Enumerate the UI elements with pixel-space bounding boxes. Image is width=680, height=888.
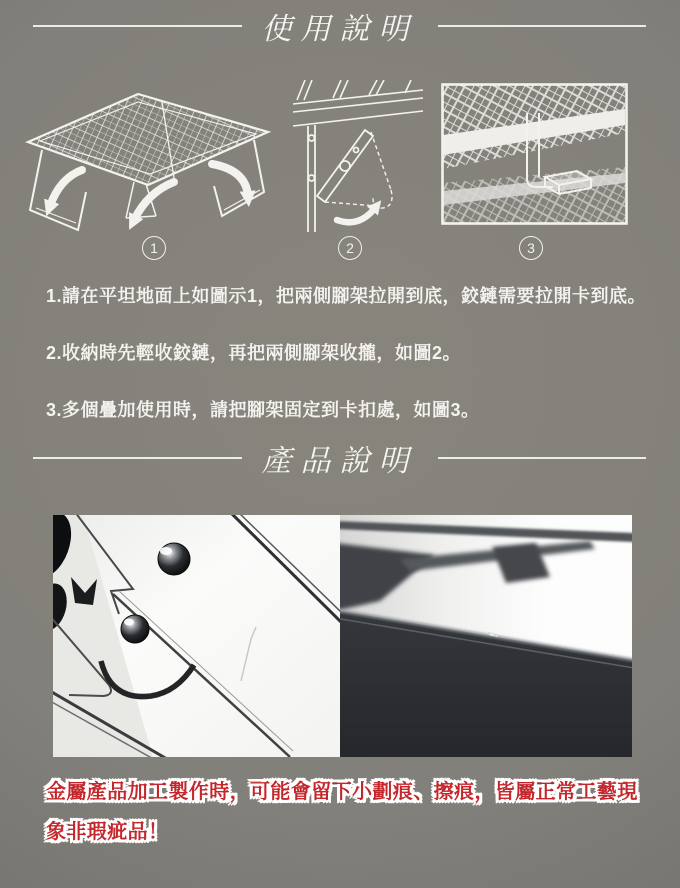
instruction-step-2: 2.收納時先輕收鉸鏈，再把兩側腳架收攏，如圖2。 xyxy=(46,343,462,363)
photo-frame-bar-closeup xyxy=(340,515,632,757)
photo-hinge-plate-closeup xyxy=(53,515,340,757)
figure-stack-latch-diagram xyxy=(441,83,628,225)
usage-instructions xyxy=(46,282,646,453)
usage-section-title: 使用說明 xyxy=(261,13,418,46)
figure1-number-badge: 1 xyxy=(142,236,166,260)
product-section-heading xyxy=(33,436,646,480)
heading-right-rule xyxy=(438,457,647,459)
heading-left-rule xyxy=(33,25,242,27)
heading-left-rule xyxy=(33,457,242,459)
scratch-disclaimer-text: 金屬產品加工製作時，可能會留下小劃痕、擦痕，皆屬正常工藝現象非瑕疵品！ xyxy=(46,781,638,843)
tabletop-underside-drawing xyxy=(293,80,423,126)
instruction-step-3: 3.多個疊加使用時，請把腳架固定到卡扣處，如圖3。 xyxy=(46,400,480,420)
figure-unfold-table-diagram xyxy=(16,80,284,238)
product-photos xyxy=(53,515,632,757)
fold-arrow xyxy=(337,208,375,222)
usage-section-heading xyxy=(33,4,646,48)
leg-and-strut-drawing xyxy=(308,125,392,232)
instruction-step-1: 1.請在平坦地面上如圖示1，把兩側腳架拉開到底，鉸鏈需要拉開卡到底。 xyxy=(46,286,647,306)
figure2-number-badge: 2 xyxy=(338,236,362,260)
product-section-title: 產品說明 xyxy=(261,445,418,478)
figure3-number-badge: 3 xyxy=(519,236,543,260)
heading-right-rule xyxy=(438,25,647,27)
figure-hinge-fold-diagram xyxy=(293,80,425,232)
